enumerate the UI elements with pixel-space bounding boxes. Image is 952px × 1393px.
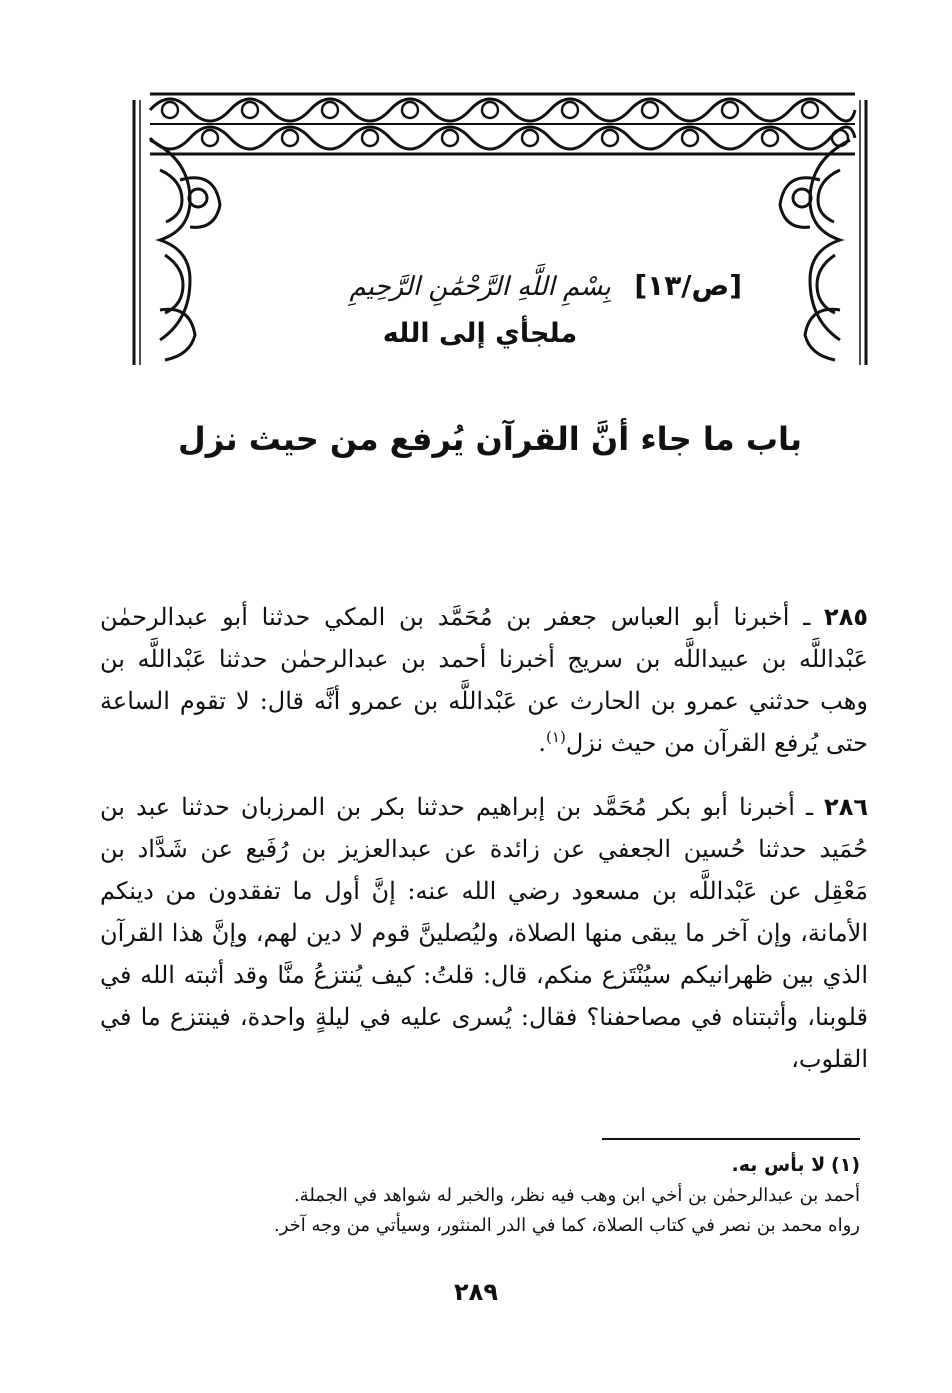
footnote-line: رواه محمد بن نصر في كتاب الصلاة، كما في الدر المنثور، وسيأتي من وجه آخر. <box>274 1215 860 1236</box>
hadith-286 <box>100 786 868 1080</box>
footnote-separator <box>602 1138 860 1140</box>
footnote-1 <box>110 1150 860 1181</box>
hadith-number: ٢٨٦ <box>824 793 868 821</box>
footnotes <box>110 1150 860 1241</box>
hadith-body <box>100 596 868 1102</box>
hadith-end: . <box>538 729 547 757</box>
chapter-title: باب ما جاء أنَّ القرآن يُرفع من حيث نزل <box>177 420 803 458</box>
hadith-285 <box>100 596 868 764</box>
hadith-number: ٢٨٥ <box>824 603 868 631</box>
footnote-line: أحمد بن عبدالرحمٰن بن أخي ابن وهب فيه نظر، والخبر له شواهد في الجملة. <box>293 1185 860 1206</box>
hadith-text: ـ أخبرنا أبو بكر مُحَمَّد بن إبراهيم حدثنا بكر بن المرزبان حدثنا عبد بن حُمَيد حدثنا حُسين الجعفي عن زائدة عن عبدالعزيز بن رُفَيع عن شَدَّاد بن مَعْقِل عن عَبْداللَّه بن مسعود رضي الله عنه: إنَّ أول ما تفقدون من دينكم الأمانة، وإن آخر ما يبقى منها الصلاة، وليُصلينَّ قوم لا دين لهم، وإنَّ هذا القرآن الذي بين ظهرانيكم سيُنْتَزع منكم، قال: قلتُ: كيف يُنتزعُ منَّا وقد أثبته الله في قلوبنا، وأثبتناه في مصاحفنا؟ فقال: يُسرى عليه في ليلةٍ واحدة، فينتزع ما في القلوب، <box>100 793 869 1073</box>
heading-row <box>222 268 742 318</box>
page-number: ٢٨٩ <box>454 1278 498 1306</box>
basmala: بِسْمِ اللَّهِ الرَّحْمَٰنِ الرَّحِيمِ <box>349 272 611 302</box>
footnote-reference[interactable]: (١) <box>546 728 566 746</box>
hadith-text: ـ أخبرنا أبو العباس جعفر بن مُحَمَّد بن المكي حدثنا أبو عبدالرحمٰن عَبْداللَّه بن عبيداللَّه بن سريج أخبرنا أحمد بن عبدالرحمٰن حدثنا عَبْداللَّه بن وهب حدثني عمرو بن الحارث عن عَبْداللَّه بن عمرو أنَّه قال: لا تقوم الساعة حتى يُرفع القرآن من حيث نزل <box>100 603 869 757</box>
motto: ملجأي إلى الله <box>382 318 578 349</box>
footnote-marker: (١) <box>831 1154 860 1176</box>
footnote-verdict: لا بأس به. <box>731 1154 826 1176</box>
manuscript-page-ref: [ص/١٣] <box>634 269 742 302</box>
